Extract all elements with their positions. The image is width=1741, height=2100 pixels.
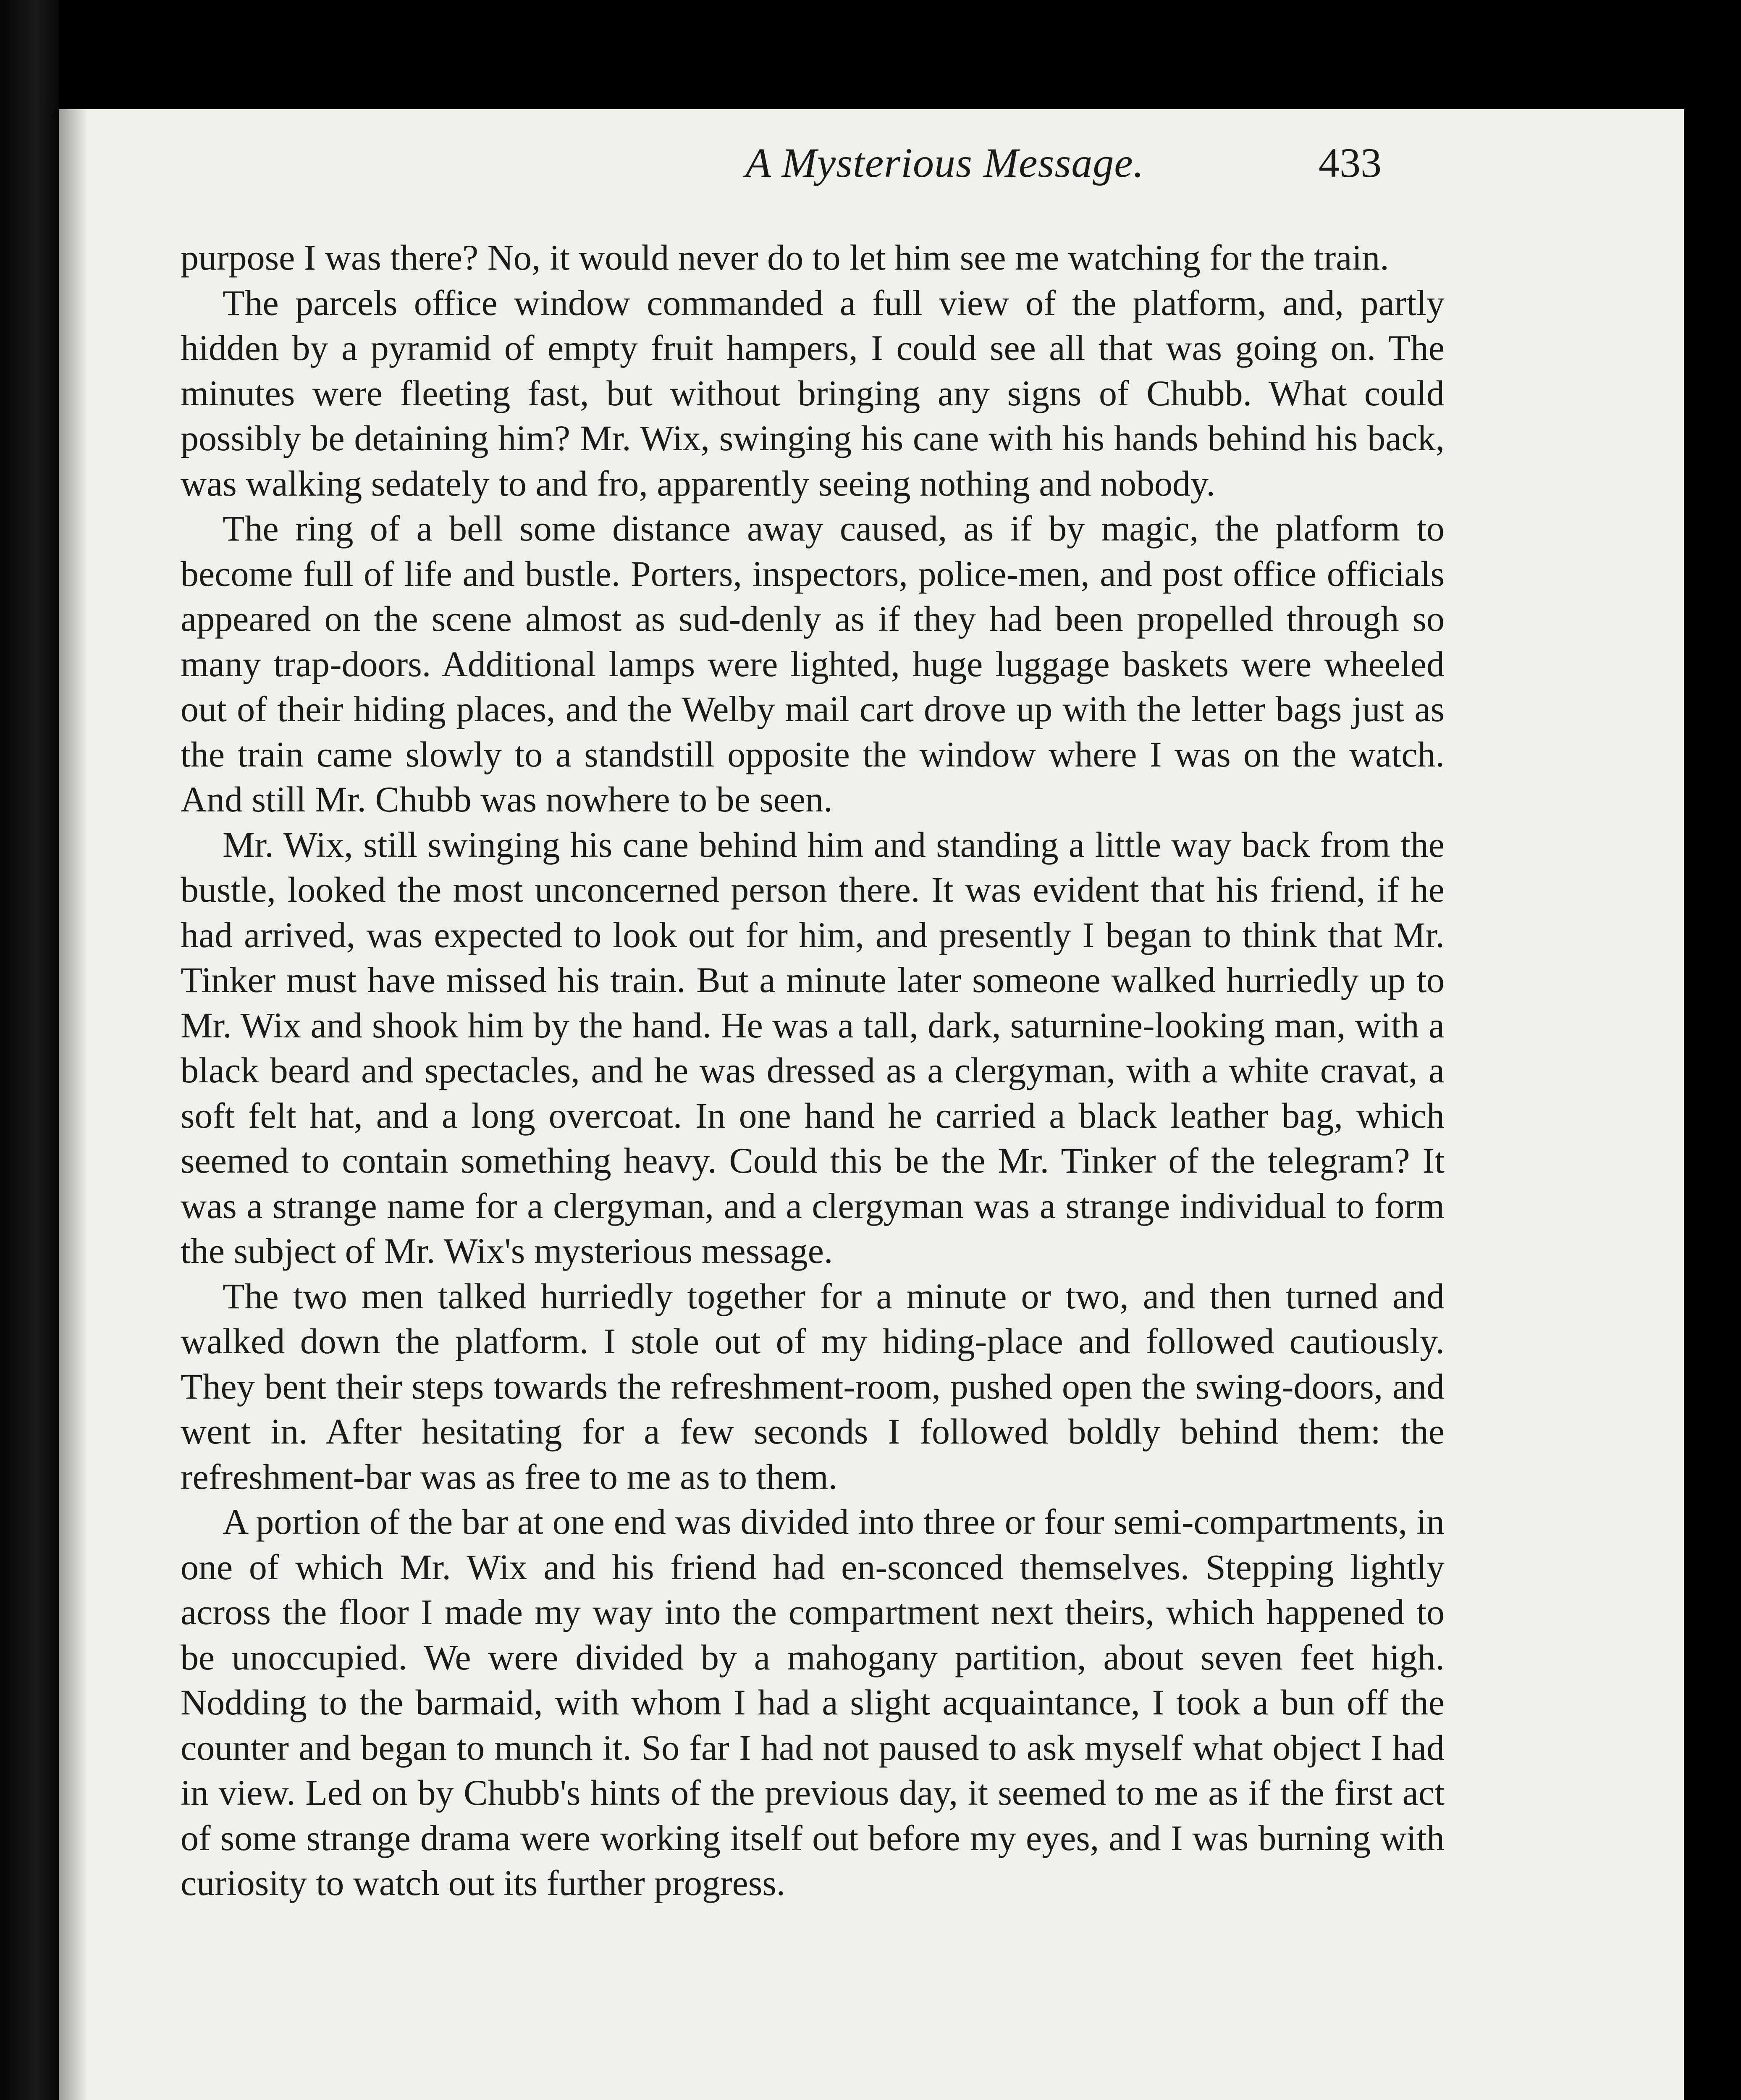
paragraph-2: The parcels office window commanded a full view of the platform, and, partly hidden by a pyramid of empty fruit hampers, I could see all that was going on. The minutes were fleeting fast, but without bringing any signs of Chubb. What could possibly be detaining him? Mr. Wix, swinging his cane with his hands behind his back, was walking sedately to and fro, apparently seeing nothing and nobody. — [181, 282, 1445, 504]
gutter-shadow — [59, 109, 88, 2100]
page-number: 433 — [1319, 139, 1382, 186]
body-text — [181, 235, 1445, 1906]
paragraph-3: The ring of a bell some distance away caused, as if by magic, the platform to become full of life and bustle. Porters, inspectors, police-men, and post office officials appeared on the scene almost as sud-denly as if they had been propelled through so many trap-doors. Additional lamps were lighted, huge luggage baskets were wheeled out of their hiding places, and the Welby mail cart drove up with the letter bags just as the train came slowly to a standstill opposite the window where I was on the watch. And still Mr. Chubb was nowhere to be seen. — [181, 508, 1445, 819]
paragraph-6: A portion of the bar at one end was divided into three or four semi-compartments, in one of which Mr. Wix and his friend had en-sconced themselves. Stepping lightly across the floor I made my way into the compartment next theirs, which happened to be unoccupied. We were divided by a mahogany partition, about seven feet high. Nodding to the barmaid, with whom I had a slight acquaintance, I took a bun off the counter and began to munch it. So far I had not paused to ask myself what object I had in view. Led on by Chubb's hints of the previous day, it seemed to me as if the first act of some strange drama were working itself out before my eyes, and I was burning with curiosity to watch out its further progress. — [181, 1502, 1445, 1903]
paragraph-1: purpose I was there? No, it would never do to let him see me watching for the train. — [181, 237, 1389, 278]
paragraph-4: Mr. Wix, still swinging his cane behind him and standing a little way back from the bustle, looked the most unconcerned person there. It was evident that his friend, if he had arrived, was expected to look out for him, and presently I began to think that Mr. Tinker must have missed his train. But a minute later someone walked hurriedly up to Mr. Wix and shook him by the hand. He was a tall, dark, saturnine-looking man, with a black beard and spectacles, and he was dressed as a clergyman, with a white cravat, a soft felt hat, and a long overcoat. In one hand he carried a black leather bag, which seemed to contain something heavy. Could this be the Mr. Tinker of the telegram? It was a strange name for a clergyman, and a clergyman was a strange individual to form the subject of Mr. Wix's mysterious message. — [181, 824, 1445, 1271]
paragraph-5: The two men talked hurriedly together for a minute or two, and then turned and walked down the platform. I stole out of my hiding-place and followed cautiously. They bent their steps towards the refreshment-room, pushed open the swing-doors, and went in. After hesitating for a few seconds I followed boldly behind them: the refreshment-bar was as free to me as to them. — [181, 1276, 1445, 1497]
running-title: A Mysterious Message. — [745, 139, 1144, 186]
scan-edge-left — [0, 0, 59, 2100]
